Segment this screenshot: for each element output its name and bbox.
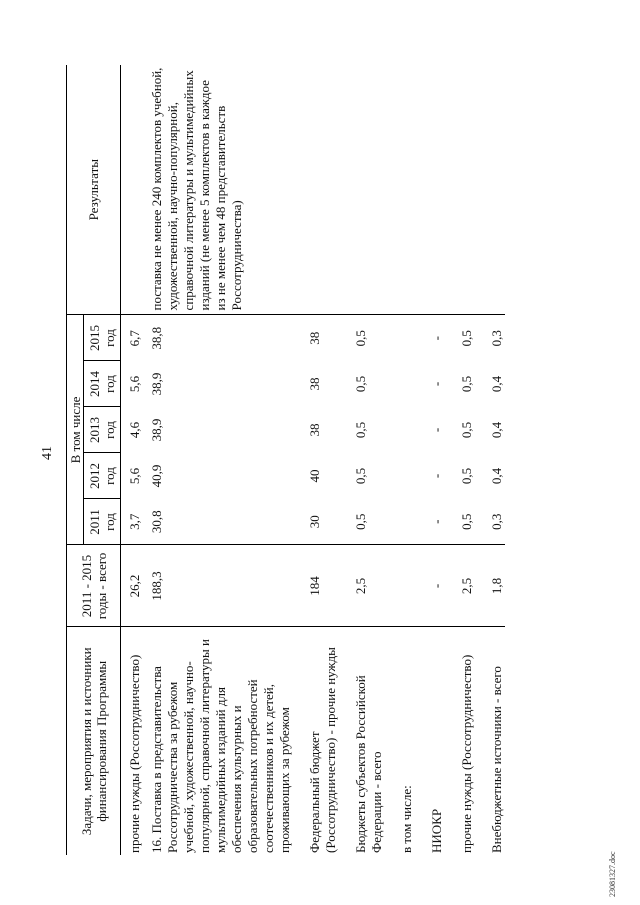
row-2013: 0,4 xyxy=(489,421,504,439)
row-2013 xyxy=(385,407,415,453)
header-year-2011: 2011 год xyxy=(84,499,121,545)
row-2014: 0,4 xyxy=(489,375,504,393)
table-row xyxy=(143,65,293,855)
row-task: в том числе: xyxy=(399,785,414,853)
row-2011: 0,5 xyxy=(445,499,475,545)
document-id: 23081327.doc xyxy=(608,851,617,897)
row-total: 188,3 xyxy=(143,545,293,627)
table-row xyxy=(385,65,415,855)
row-2014: 5,6 xyxy=(127,375,142,393)
row-2015: 0,5 xyxy=(353,330,368,347)
row-result xyxy=(415,65,445,315)
row-result xyxy=(121,65,144,315)
row-2012: 40,9 xyxy=(149,464,164,488)
row-2013: 4,6 xyxy=(127,421,142,439)
row-task: Внебюджетные источники - всего xyxy=(489,666,504,853)
row-total: 26,2 xyxy=(121,545,144,627)
row-2013: 38,9 xyxy=(149,418,164,442)
row-2014: 0,5 xyxy=(353,375,368,393)
row-result xyxy=(445,65,475,315)
row-2014: 0,5 xyxy=(459,375,474,393)
row-2015: 0,5 xyxy=(459,330,474,347)
row-2015: 38,8 xyxy=(149,326,164,350)
table-row xyxy=(339,65,385,855)
row-2012 xyxy=(385,453,415,499)
row-2011: 3,7 xyxy=(121,499,144,545)
row-task: Федеральный бюджет (Россотрудничество) - прочие нужды xyxy=(307,647,338,853)
header-year-2015: 2015 год xyxy=(84,315,121,361)
header-task: Задачи, мероприятия и источники финансирования Программы xyxy=(67,627,121,855)
row-2014: 38,9 xyxy=(149,372,164,396)
header-in-that-number: В том числе xyxy=(67,315,84,545)
page-number: 41 xyxy=(40,446,55,460)
header-total: 2011 - 2015 годы - всего xyxy=(67,545,121,627)
row-2012: 5,6 xyxy=(127,467,142,485)
table-row xyxy=(415,65,445,855)
row-2015: 0,3 xyxy=(489,330,504,347)
row-2015: 38 xyxy=(307,331,322,345)
row-2012: 0,4 xyxy=(489,467,504,485)
row-2012: 0,5 xyxy=(353,467,368,485)
row-2014 xyxy=(385,361,415,407)
row-total: 2,5 xyxy=(339,545,385,627)
row-result xyxy=(385,65,415,315)
row-task: Бюджеты субъектов Российской Федерации - всего xyxy=(353,675,384,853)
row-task: прочие нужды (Россотрудничество) xyxy=(459,654,474,853)
row-total: 184 xyxy=(293,545,339,627)
row-2011: 0,5 xyxy=(339,499,385,545)
header-year-2013: 2013 год xyxy=(84,407,121,453)
row-total: 2,5 xyxy=(445,545,475,627)
row-task: 16. Поставка в представительства Россотрудничества за рубежом учебной, художественной, научно-популярной, справочной литературы и мультимедийных изданий для обеспечения культурных и образовательных потребностей соотечественников и их детей, проживающих за рубежом xyxy=(149,639,292,853)
row-result xyxy=(339,65,385,315)
row-task: прочие нужды (Россотрудничество) xyxy=(127,654,142,853)
table-row xyxy=(475,65,505,855)
row-result xyxy=(475,65,505,315)
table-row xyxy=(121,65,144,855)
row-2012: 40 xyxy=(307,469,322,483)
row-result xyxy=(293,65,339,315)
row-total: - xyxy=(415,545,445,627)
row-2014: 38 xyxy=(307,377,322,391)
row-2011 xyxy=(385,499,415,545)
row-2011: 30 xyxy=(293,499,339,545)
row-2011: 0,3 xyxy=(475,499,505,545)
row-2012: 0,5 xyxy=(459,467,474,485)
row-2015: - xyxy=(429,336,444,341)
header-year-2012: 2012 год xyxy=(84,453,121,499)
row-2015 xyxy=(385,315,415,361)
row-2013: 38 xyxy=(307,423,322,437)
row-2011: 30,8 xyxy=(143,499,293,545)
row-2013: 0,5 xyxy=(459,421,474,439)
row-total: 1,8 xyxy=(475,545,505,627)
table-row xyxy=(293,65,339,855)
row-result: поставка не менее 240 комплектов учебной, художественной, научно-популярной, справочной литературы и мультимедийных изданий (не менее 5 комплектов в каждое из не менее чем 48 представительств Россотрудничества) xyxy=(143,65,293,315)
row-total xyxy=(385,545,415,627)
row-2013: - xyxy=(429,427,444,433)
row-2015: 6,7 xyxy=(127,330,142,347)
row-2012: - xyxy=(429,473,444,479)
row-task: НИОКР xyxy=(429,808,444,853)
header-results: Результаты xyxy=(67,65,121,315)
row-2014: - xyxy=(429,381,444,387)
program-financing-table xyxy=(66,65,505,855)
header-year-2014: 2014 год xyxy=(84,361,121,407)
table-row xyxy=(445,65,475,855)
row-2011: - xyxy=(415,499,445,545)
row-2013: 0,5 xyxy=(353,421,368,439)
